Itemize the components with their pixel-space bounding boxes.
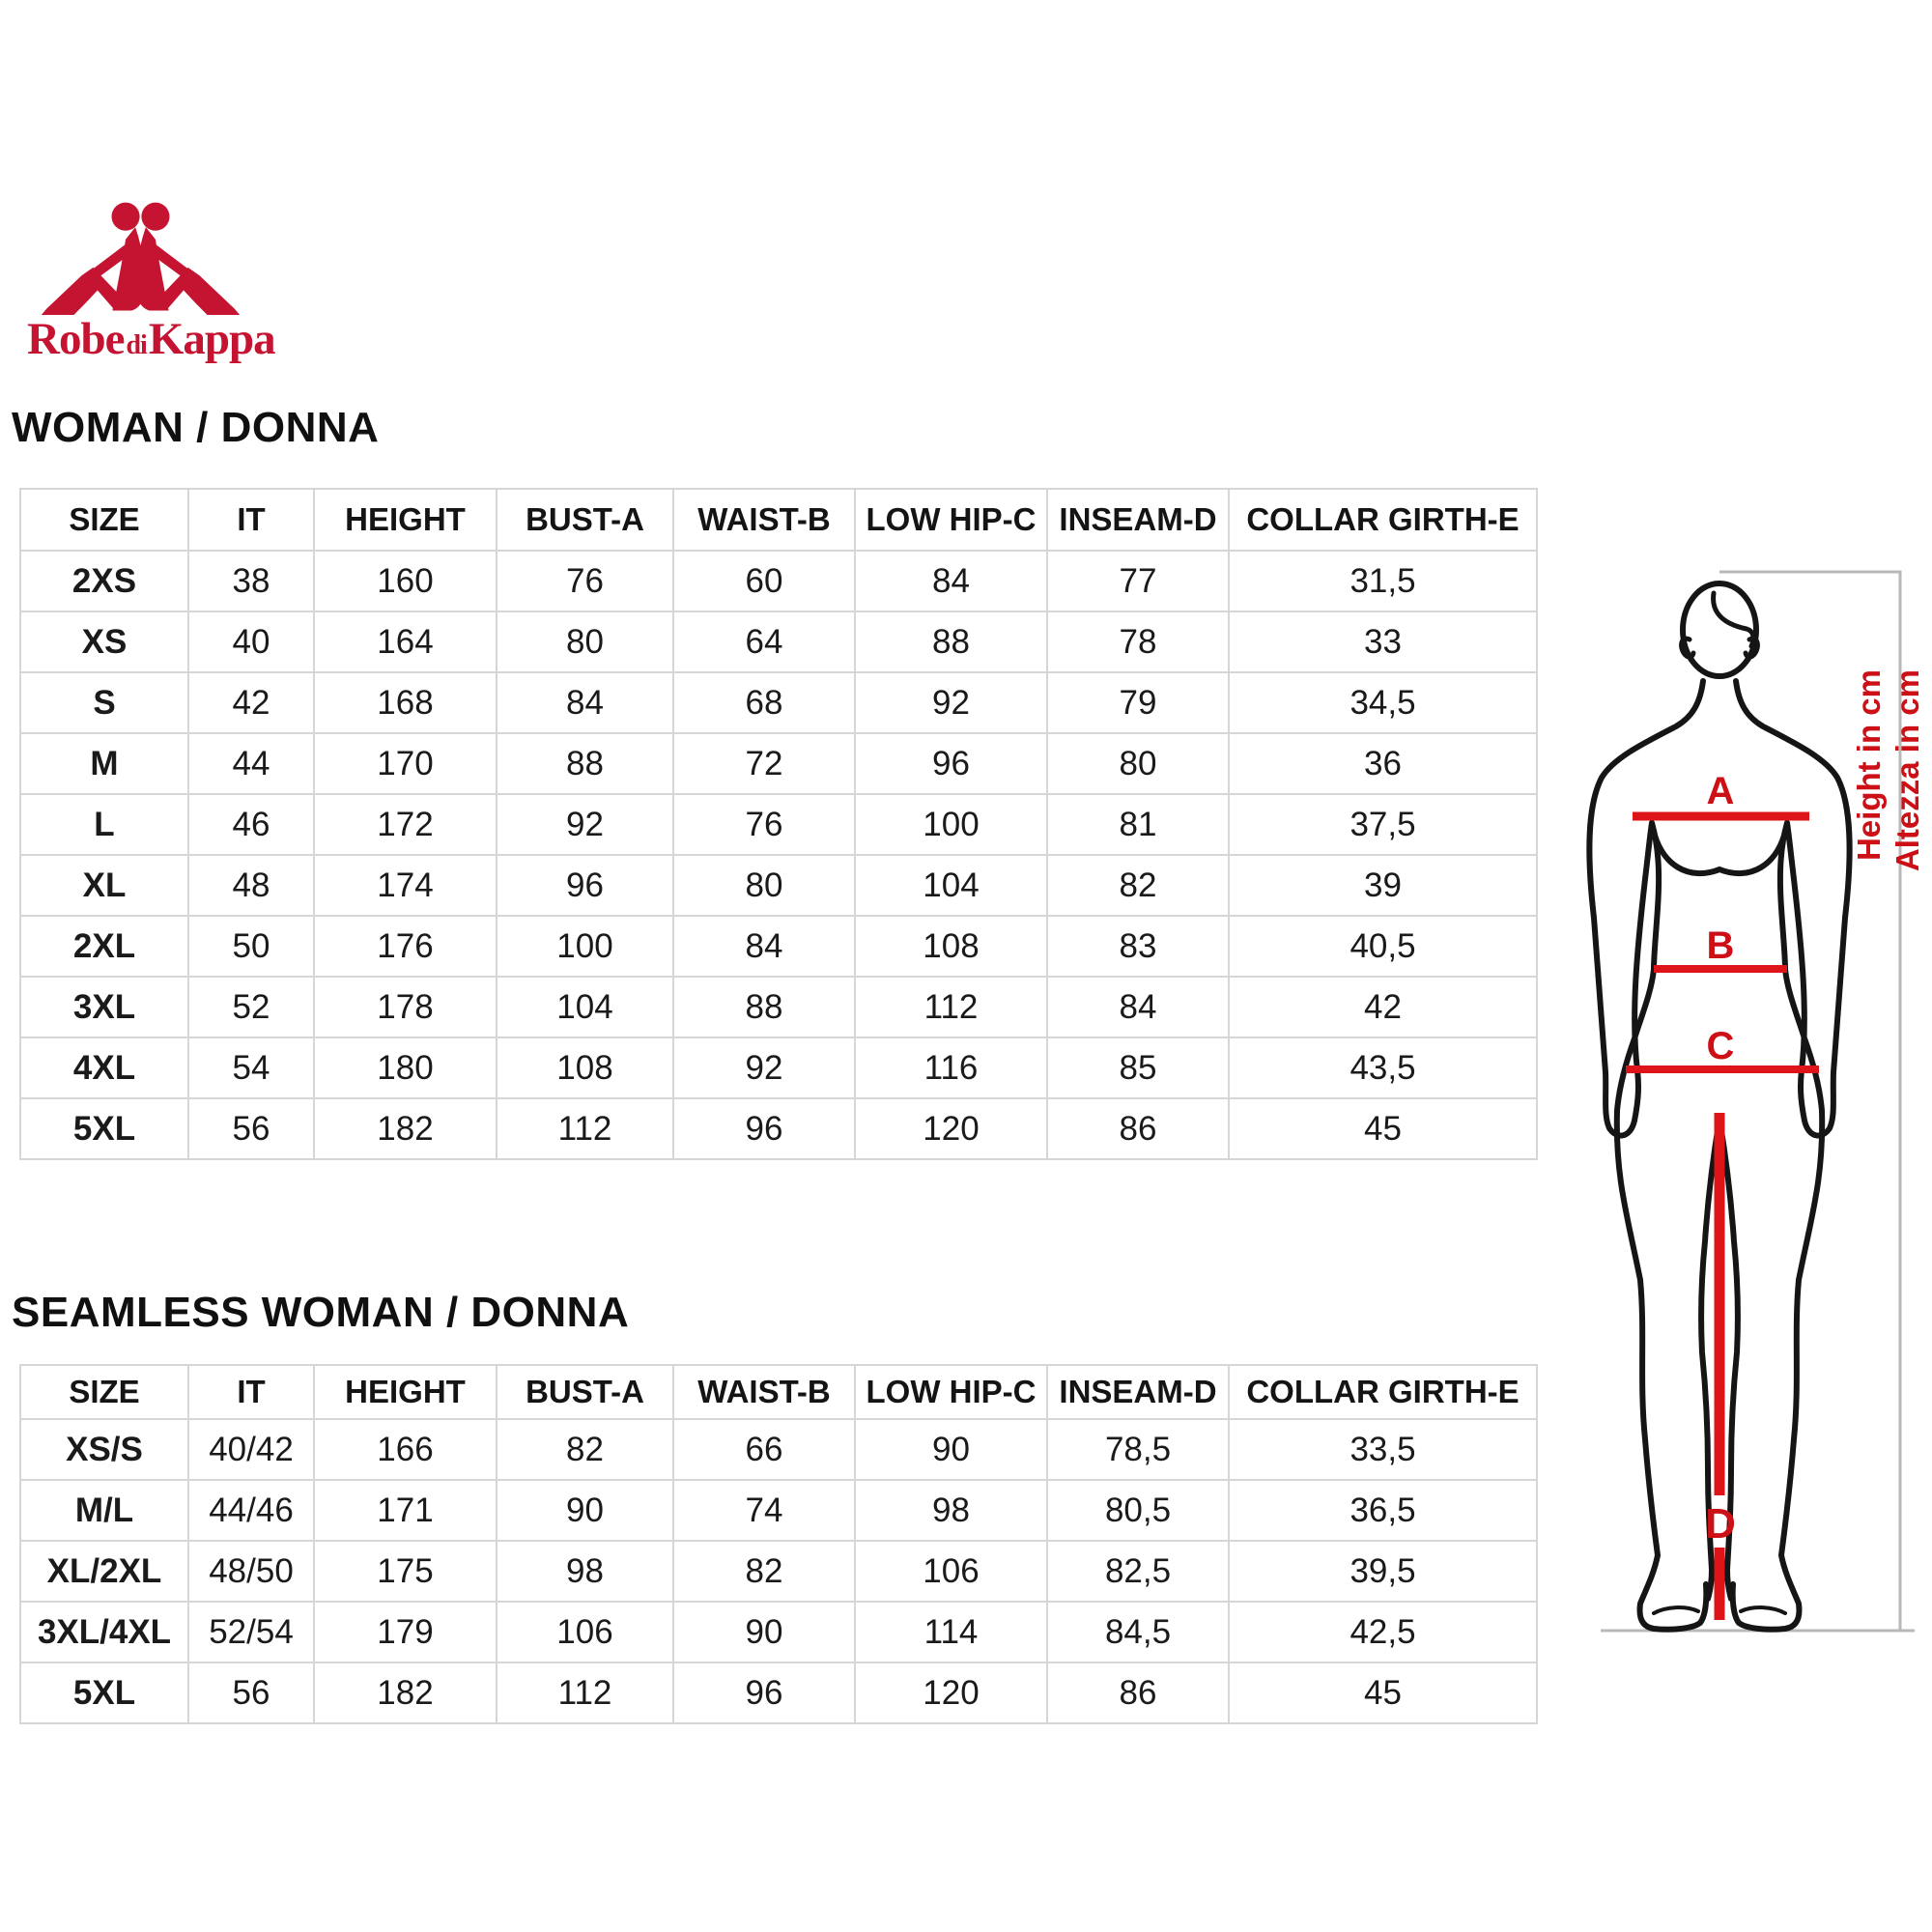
size-cell: 2XS <box>20 551 188 611</box>
table-row <box>20 1098 1537 1159</box>
logo-word-robe: Robe <box>27 314 125 364</box>
value-cell: 68 <box>673 672 855 733</box>
value-cell: 104 <box>855 855 1047 916</box>
column-header: INSEAM-D <box>1047 1365 1229 1419</box>
value-cell: 80 <box>673 855 855 916</box>
size-cell: S <box>20 672 188 733</box>
value-cell: 39 <box>1229 855 1537 916</box>
column-header: BUST-A <box>497 1365 673 1419</box>
table-row <box>20 672 1537 733</box>
value-cell: 54 <box>188 1037 314 1098</box>
value-cell: 33 <box>1229 611 1537 672</box>
section-title-seamless-woman: SEAMLESS WOMAN / DONNA <box>12 1289 630 1336</box>
value-cell: 46 <box>188 794 314 855</box>
table-row <box>20 1480 1537 1541</box>
value-cell: 92 <box>673 1037 855 1098</box>
value-cell: 84 <box>497 672 673 733</box>
value-cell: 112 <box>497 1662 673 1723</box>
size-cell: XS <box>20 611 188 672</box>
value-cell: 56 <box>188 1098 314 1159</box>
table-row <box>20 916 1537 977</box>
value-cell: 42,5 <box>1229 1602 1537 1662</box>
value-cell: 60 <box>673 551 855 611</box>
value-cell: 86 <box>1047 1098 1229 1159</box>
value-cell: 90 <box>497 1480 673 1541</box>
value-cell: 39,5 <box>1229 1541 1537 1602</box>
value-cell: 96 <box>673 1098 855 1159</box>
value-cell: 77 <box>1047 551 1229 611</box>
value-cell: 52 <box>188 977 314 1037</box>
column-header: IT <box>188 489 314 551</box>
column-header: SIZE <box>20 1365 188 1419</box>
value-cell: 78 <box>1047 611 1229 672</box>
value-cell: 76 <box>497 551 673 611</box>
column-header: COLLAR GIRTH-E <box>1229 489 1537 551</box>
value-cell: 96 <box>673 1662 855 1723</box>
header-row <box>20 489 1537 551</box>
value-cell: 170 <box>314 733 497 794</box>
robe-di-kappa-logo <box>27 199 275 364</box>
column-header: SIZE <box>20 489 188 551</box>
value-cell: 166 <box>314 1419 497 1480</box>
value-cell: 79 <box>1047 672 1229 733</box>
value-cell: 108 <box>497 1037 673 1098</box>
size-cell: 2XL <box>20 916 188 977</box>
value-cell: 34,5 <box>1229 672 1537 733</box>
value-cell: 42 <box>188 672 314 733</box>
value-cell: 84 <box>1047 977 1229 1037</box>
value-cell: 88 <box>673 977 855 1037</box>
column-header: LOW HIP-C <box>855 489 1047 551</box>
value-cell: 44 <box>188 733 314 794</box>
value-cell: 82 <box>673 1541 855 1602</box>
value-cell: 176 <box>314 916 497 977</box>
value-cell: 100 <box>855 794 1047 855</box>
value-cell: 85 <box>1047 1037 1229 1098</box>
value-cell: 42 <box>1229 977 1537 1037</box>
value-cell: 114 <box>855 1602 1047 1662</box>
table-row <box>20 1602 1537 1662</box>
size-cell: L <box>20 794 188 855</box>
value-cell: 180 <box>314 1037 497 1098</box>
size-cell: 5XL <box>20 1098 188 1159</box>
value-cell: 66 <box>673 1419 855 1480</box>
value-cell: 86 <box>1047 1662 1229 1723</box>
body-measurement-diagram <box>1546 560 1932 1652</box>
value-cell: 82 <box>1047 855 1229 916</box>
size-cell: XL/2XL <box>20 1541 188 1602</box>
size-cell: M/L <box>20 1480 188 1541</box>
value-cell: 44/46 <box>188 1480 314 1541</box>
header-row <box>20 1365 1537 1419</box>
value-cell: 82,5 <box>1047 1541 1229 1602</box>
value-cell: 76 <box>673 794 855 855</box>
value-cell: 120 <box>855 1662 1047 1723</box>
column-header: COLLAR GIRTH-E <box>1229 1365 1537 1419</box>
value-cell: 182 <box>314 1662 497 1723</box>
value-cell: 48/50 <box>188 1541 314 1602</box>
value-cell: 38 <box>188 551 314 611</box>
value-cell: 98 <box>497 1541 673 1602</box>
size-table-woman <box>19 488 1538 1160</box>
column-header: HEIGHT <box>314 1365 497 1419</box>
size-cell: 3XL <box>20 977 188 1037</box>
label-b: B <box>1706 924 1735 967</box>
value-cell: 112 <box>855 977 1047 1037</box>
measurement-labels <box>1705 669 1925 1548</box>
value-cell: 175 <box>314 1541 497 1602</box>
size-cell: 5XL <box>20 1662 188 1723</box>
column-header: WAIST-B <box>673 1365 855 1419</box>
label-c: C <box>1706 1025 1735 1067</box>
table-row <box>20 1662 1537 1723</box>
value-cell: 92 <box>855 672 1047 733</box>
column-header: WAIST-B <box>673 489 855 551</box>
height-in-cm-label: Height in cm <box>1851 669 1887 862</box>
value-cell: 84 <box>855 551 1047 611</box>
table-row <box>20 977 1537 1037</box>
value-cell: 45 <box>1229 1662 1537 1723</box>
value-cell: 116 <box>855 1037 1047 1098</box>
value-cell: 78,5 <box>1047 1419 1229 1480</box>
size-cell: XL <box>20 855 188 916</box>
column-header: LOW HIP-C <box>855 1365 1047 1419</box>
value-cell: 40/42 <box>188 1419 314 1480</box>
altezza-in-cm-label: Altezza in cm <box>1889 669 1925 872</box>
table-row <box>20 794 1537 855</box>
value-cell: 164 <box>314 611 497 672</box>
value-cell: 120 <box>855 1098 1047 1159</box>
value-cell: 33,5 <box>1229 1419 1537 1480</box>
value-cell: 84 <box>673 916 855 977</box>
value-cell: 40 <box>188 611 314 672</box>
value-cell: 80 <box>1047 733 1229 794</box>
value-cell: 106 <box>497 1602 673 1662</box>
table-row <box>20 1037 1537 1098</box>
column-header: HEIGHT <box>314 489 497 551</box>
value-cell: 182 <box>314 1098 497 1159</box>
size-cell: M <box>20 733 188 794</box>
section-title-woman: WOMAN / DONNA <box>12 404 380 451</box>
kappa-sitting-figures-icon <box>27 199 254 315</box>
logo-word-di: di <box>126 330 147 360</box>
woman-silhouette-diagram <box>1546 560 1932 1652</box>
value-cell: 80,5 <box>1047 1480 1229 1541</box>
value-cell: 100 <box>497 916 673 977</box>
value-cell: 112 <box>497 1098 673 1159</box>
value-cell: 172 <box>314 794 497 855</box>
value-cell: 82 <box>497 1419 673 1480</box>
size-cell: 3XL/4XL <box>20 1602 188 1662</box>
label-a: A <box>1706 770 1735 812</box>
value-cell: 40,5 <box>1229 916 1537 977</box>
table-row <box>20 855 1537 916</box>
value-cell: 90 <box>673 1602 855 1662</box>
value-cell: 36,5 <box>1229 1480 1537 1541</box>
table-row <box>20 733 1537 794</box>
value-cell: 83 <box>1047 916 1229 977</box>
size-cell: XS/S <box>20 1419 188 1480</box>
table-row <box>20 1541 1537 1602</box>
size-cell: 4XL <box>20 1037 188 1098</box>
value-cell: 96 <box>855 733 1047 794</box>
value-cell: 52/54 <box>188 1602 314 1662</box>
value-cell: 80 <box>497 611 673 672</box>
value-cell: 31,5 <box>1229 551 1537 611</box>
value-cell: 56 <box>188 1662 314 1723</box>
value-cell: 72 <box>673 733 855 794</box>
column-header: BUST-A <box>497 489 673 551</box>
table-row <box>20 1419 1537 1480</box>
value-cell: 168 <box>314 672 497 733</box>
value-cell: 88 <box>497 733 673 794</box>
value-cell: 92 <box>497 794 673 855</box>
column-header: IT <box>188 1365 314 1419</box>
value-cell: 174 <box>314 855 497 916</box>
value-cell: 81 <box>1047 794 1229 855</box>
logo-wordmark <box>27 314 275 364</box>
value-cell: 178 <box>314 977 497 1037</box>
value-cell: 36 <box>1229 733 1537 794</box>
value-cell: 179 <box>314 1602 497 1662</box>
value-cell: 90 <box>855 1419 1047 1480</box>
value-cell: 48 <box>188 855 314 916</box>
value-cell: 50 <box>188 916 314 977</box>
value-cell: 108 <box>855 916 1047 977</box>
value-cell: 104 <box>497 977 673 1037</box>
value-cell: 106 <box>855 1541 1047 1602</box>
size-table-seamless-woman <box>19 1364 1538 1724</box>
value-cell: 45 <box>1229 1098 1537 1159</box>
size-table <box>19 488 1538 1160</box>
value-cell: 88 <box>855 611 1047 672</box>
size-table <box>19 1364 1538 1724</box>
value-cell: 84,5 <box>1047 1602 1229 1662</box>
value-cell: 37,5 <box>1229 794 1537 855</box>
value-cell: 74 <box>673 1480 855 1541</box>
value-cell: 98 <box>855 1480 1047 1541</box>
table-row <box>20 611 1537 672</box>
column-header: INSEAM-D <box>1047 489 1229 551</box>
value-cell: 64 <box>673 611 855 672</box>
label-d: D <box>1705 1500 1736 1548</box>
table-row <box>20 551 1537 611</box>
value-cell: 43,5 <box>1229 1037 1537 1098</box>
value-cell: 171 <box>314 1480 497 1541</box>
value-cell: 96 <box>497 855 673 916</box>
logo-word-kappa: Kappa <box>148 314 275 364</box>
value-cell: 160 <box>314 551 497 611</box>
